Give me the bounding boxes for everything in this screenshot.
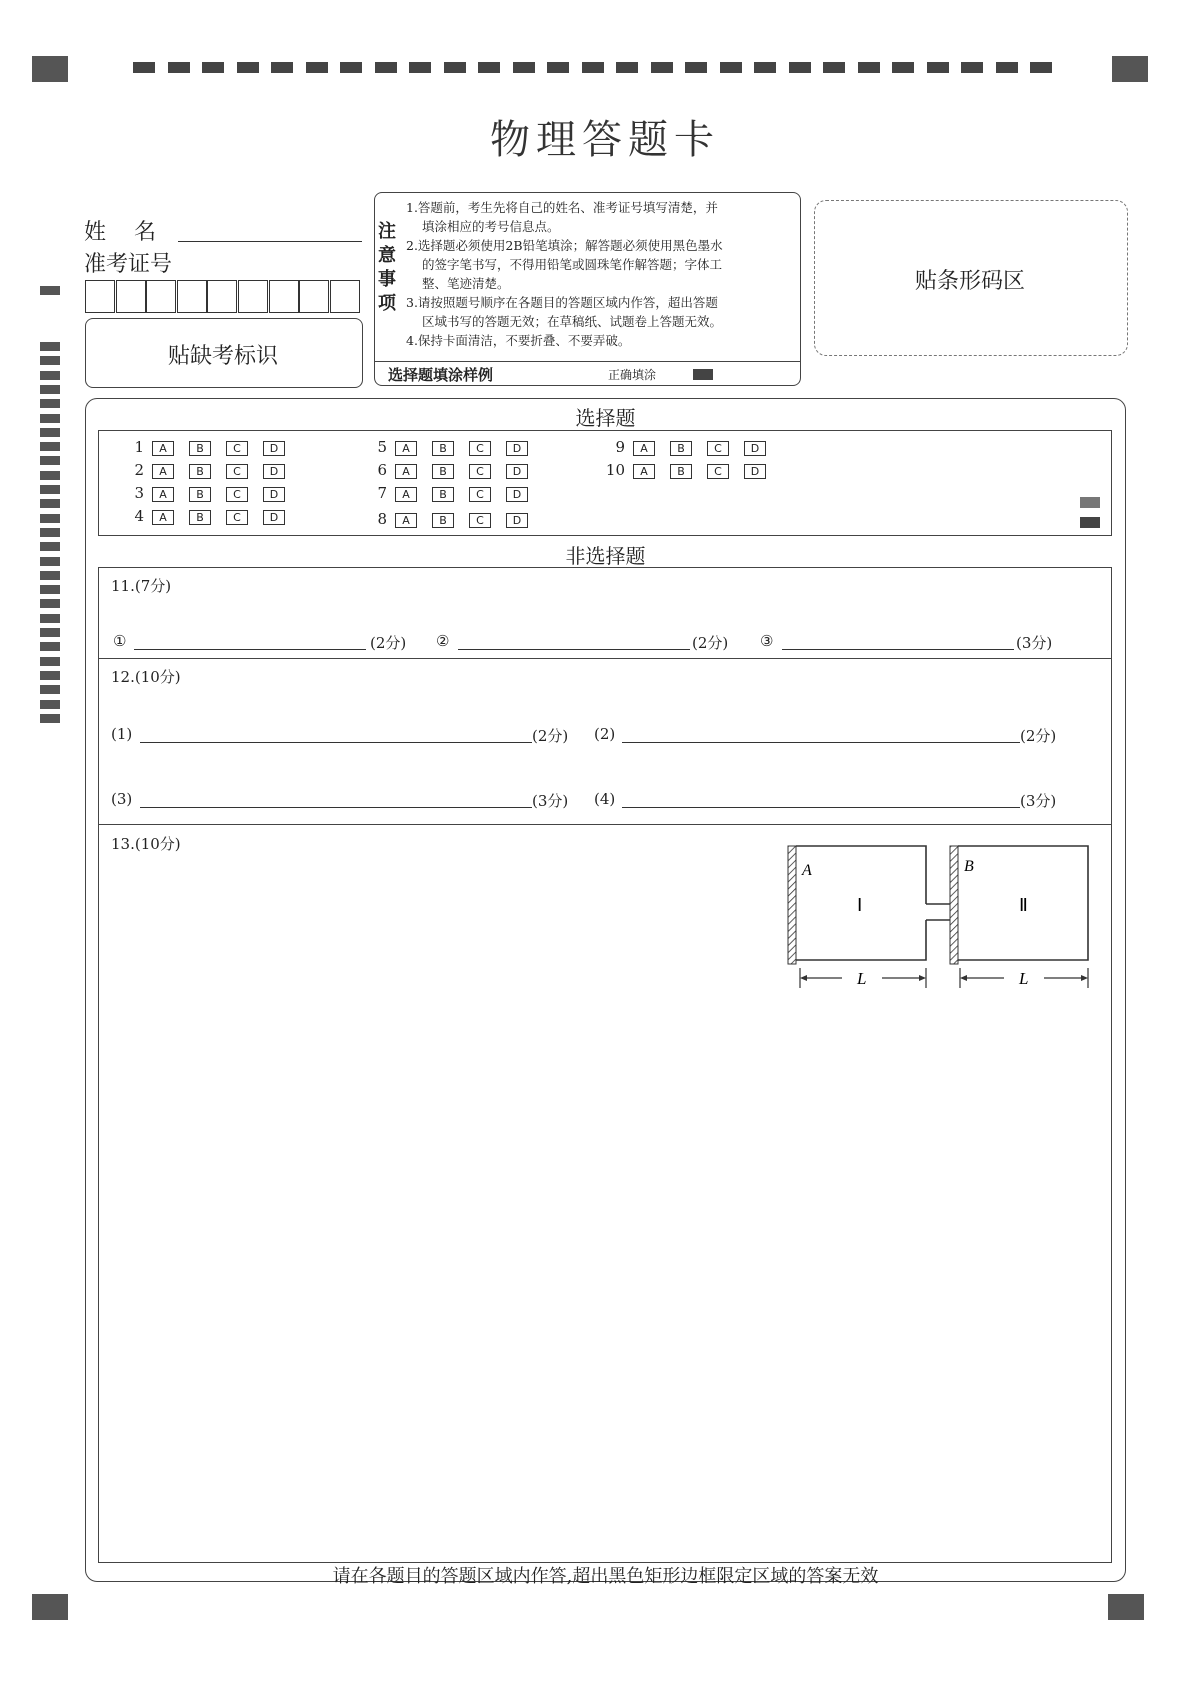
q12-blank4[interactable] [622, 807, 1020, 808]
q11-blank1-label: ① [113, 632, 127, 650]
timing-mark [40, 657, 60, 666]
option-bubble[interactable]: C [707, 441, 729, 456]
option-bubble[interactable]: D [263, 441, 285, 456]
timing-mark [168, 62, 190, 73]
q12-label: 12.(10分) [111, 668, 181, 686]
timing-mark [685, 62, 707, 73]
id-label: 准考证号 [84, 252, 173, 277]
timing-mark [40, 700, 60, 709]
timing-mark [927, 62, 949, 73]
id-digit-cell[interactable] [85, 280, 115, 313]
option-bubble[interactable]: C [707, 464, 729, 479]
timing-mark [40, 414, 60, 423]
option-bubble[interactable]: C [226, 441, 248, 456]
q12-blank2-points: (2分) [1020, 727, 1057, 745]
timing-mark [271, 62, 293, 73]
timing-mark [40, 628, 60, 637]
timing-mark [40, 456, 60, 465]
option-bubble[interactable]: D [506, 441, 528, 456]
q12-blank2-label: (2) [594, 725, 616, 743]
option-bubble[interactable]: A [633, 441, 655, 456]
option-bubble[interactable]: A [395, 464, 417, 479]
nonchoice-title: 非选择题 [565, 544, 646, 568]
timing-mark [478, 62, 500, 73]
q12-blank1[interactable] [140, 742, 532, 743]
page-title: 物理答题卡 [490, 117, 720, 163]
choice-question [116, 460, 300, 482]
q11-blank3[interactable] [782, 649, 1014, 650]
timing-mark [40, 557, 60, 566]
timing-mark [651, 62, 673, 73]
q11-blank3-points: (3分) [1016, 634, 1053, 652]
option-bubble[interactable]: C [469, 464, 491, 479]
timing-mark [340, 62, 362, 73]
timing-mark [1030, 62, 1052, 73]
option-bubble[interactable]: A [152, 510, 174, 525]
option-bubble[interactable]: D [263, 464, 285, 479]
timing-mark [892, 62, 914, 73]
timing-mark [40, 356, 60, 365]
option-bubble[interactable]: D [506, 513, 528, 528]
choice-question [116, 437, 300, 459]
plate-a [788, 846, 796, 964]
label-region-2: Ⅱ [1019, 895, 1028, 915]
q13-label: 13.(10分) [111, 835, 181, 853]
correct-fill-label: 正确填涂 [608, 368, 657, 382]
question-number: 8 [377, 510, 387, 528]
question-number: 4 [134, 507, 144, 525]
option-bubble[interactable]: A [152, 464, 174, 479]
timing-mark [823, 62, 845, 73]
timing-mark-choice-2 [1080, 517, 1100, 528]
option-bubble[interactable]: A [395, 513, 417, 528]
timing-mark [444, 62, 466, 73]
timing-mark [40, 399, 60, 408]
option-bubble[interactable]: B [432, 487, 454, 502]
option-bubble[interactable]: B [432, 441, 454, 456]
id-digit-cell[interactable] [238, 280, 268, 313]
id-digit-cell[interactable] [177, 280, 207, 313]
name-field[interactable] [178, 241, 362, 242]
choice-title: 选择题 [575, 406, 636, 430]
question-number: 2 [134, 461, 144, 479]
q11-blank2[interactable] [458, 649, 690, 650]
timing-mark [40, 514, 60, 523]
choice-question [359, 509, 543, 531]
q12-blank1-label: (1) [111, 725, 133, 743]
timing-mark [40, 585, 60, 594]
timing-mark [202, 62, 224, 73]
q12-blank3-points: (3分) [532, 792, 569, 810]
choice-question [359, 460, 543, 482]
q11-blank1-points: (2分) [370, 634, 407, 652]
id-digit-cell[interactable] [116, 280, 146, 313]
q11-blank2-label: ② [436, 632, 450, 650]
timing-mark [133, 62, 155, 73]
option-bubble[interactable]: B [189, 441, 211, 456]
barcode-label: 贴条形码区 [914, 269, 1025, 294]
name-label: 姓 名 [84, 220, 156, 245]
timing-mark [375, 62, 397, 73]
timing-mark [547, 62, 569, 73]
option-bubble[interactable]: B [670, 441, 692, 456]
timing-mark [996, 62, 1018, 73]
timing-mark [237, 62, 259, 73]
option-bubble[interactable]: A [152, 441, 174, 456]
timing-mark [40, 671, 60, 680]
q12-divider [98, 824, 1112, 825]
plate-b [950, 846, 958, 964]
choice-question [116, 483, 300, 505]
timing-mark [40, 499, 60, 508]
timing-mark [40, 442, 60, 451]
option-bubble[interactable]: B [189, 487, 211, 502]
question-number: 3 [134, 484, 144, 502]
q11-label: 11.(7分) [111, 577, 172, 595]
choice-question [597, 437, 781, 459]
option-bubble[interactable]: B [432, 513, 454, 528]
footer-note: 请在各题目的答题区域内作答,超出黑色矩形边框限定区域的答案无效 [332, 1566, 879, 1587]
corner-mark-top-right [1112, 56, 1148, 82]
absent-label: 贴缺考标识 [167, 344, 278, 369]
q13-figure [780, 840, 1100, 1000]
timing-mark [40, 528, 60, 537]
timing-mark [789, 62, 811, 73]
label-l-1: L [857, 969, 867, 988]
option-bubble[interactable]: C [469, 487, 491, 502]
option-bubble[interactable]: D [744, 441, 766, 456]
question-number: 7 [377, 484, 387, 502]
option-bubble[interactable]: A [395, 441, 417, 456]
question-number: 5 [377, 438, 387, 456]
id-digit-cell[interactable] [330, 280, 360, 313]
q12-blank3-label: (3) [111, 790, 133, 808]
id-digit-cell[interactable] [299, 280, 329, 313]
timing-mark [40, 542, 60, 551]
choice-question [359, 483, 543, 505]
q11-blank2-points: (2分) [692, 634, 729, 652]
option-bubble[interactable]: B [432, 464, 454, 479]
option-bubble[interactable]: D [506, 464, 528, 479]
question-number: 10 [605, 461, 625, 479]
notice-divider [374, 361, 800, 362]
label-a: A [802, 862, 812, 879]
option-bubble[interactable]: B [189, 510, 211, 525]
option-bubble[interactable]: D [506, 487, 528, 502]
option-bubble[interactable]: C [469, 513, 491, 528]
corner-mark-top-left [32, 56, 68, 82]
corner-mark-bottom-left [32, 1594, 68, 1620]
timing-mark [961, 62, 983, 73]
question-number: 6 [377, 461, 387, 479]
choice-question [116, 506, 300, 528]
timing-mark [720, 62, 742, 73]
timing-mark [306, 62, 328, 73]
q12-blank4-label: (4) [594, 790, 616, 808]
timing-mark [40, 571, 60, 580]
label-b: B [964, 858, 974, 875]
option-bubble[interactable]: A [395, 487, 417, 502]
q12-blank4-points: (3分) [1020, 792, 1057, 810]
label-l-2: L [1019, 969, 1029, 988]
timing-mark [40, 342, 60, 351]
id-digit-cell[interactable] [207, 280, 237, 313]
label-region-1: Ⅰ [857, 895, 863, 915]
option-bubble[interactable]: A [633, 464, 655, 479]
timing-mark [40, 471, 60, 480]
corner-mark-bottom-right [1108, 1594, 1144, 1620]
timing-mark [616, 62, 638, 73]
timing-mark [40, 485, 60, 494]
notice-text: 1.答题前，考生先将自己的姓名、准考证号填写清楚，并 填涂相应的考号信息点。 2.选择题必须使用2B铅笔填涂；解答题必须使用黑色墨水 的签字笔书写，不得用铅笔或圆珠笔作解答题；字体工 整、笔迹清楚。 3.请按照题号顺序在各题目的答题区域内作答，超出答题 区域书写的答题无效；在草稿纸、试题卷上答题无效。 4.保持卡面清洁，不要折叠、不要弄破。 [406, 200, 723, 348]
option-bubble[interactable]: C [226, 510, 248, 525]
question-number: 1 [134, 438, 144, 456]
id-digit-cell[interactable] [269, 280, 299, 313]
option-bubble[interactable]: B [670, 464, 692, 479]
option-bubble[interactable]: D [263, 510, 285, 525]
option-bubble[interactable]: A [152, 487, 174, 502]
timing-mark [40, 385, 60, 394]
q12-blank2[interactable] [622, 742, 1020, 743]
q12-blank3[interactable] [140, 807, 532, 808]
option-bubble[interactable]: C [226, 487, 248, 502]
timing-mark [513, 62, 535, 73]
timing-mark [40, 599, 60, 608]
id-digit-cell[interactable] [146, 280, 176, 313]
timing-mark [40, 614, 60, 623]
timing-mark [40, 286, 60, 295]
timing-mark [754, 62, 776, 73]
sample-label: 选择题填涂样例 [388, 366, 494, 384]
option-bubble[interactable]: D [744, 464, 766, 479]
option-bubble[interactable]: C [469, 441, 491, 456]
choice-question [597, 460, 781, 482]
option-bubble[interactable]: D [263, 487, 285, 502]
q11-blank3-label: ③ [760, 632, 774, 650]
timing-mark [40, 685, 60, 694]
timing-mark [40, 642, 60, 651]
timing-mark-choice-1 [1080, 497, 1100, 508]
notice-heading: 注 意 事 项 [378, 221, 396, 314]
timing-mark [409, 62, 431, 73]
connecting-tube [926, 904, 950, 920]
question-number: 9 [615, 438, 625, 456]
option-bubble[interactable]: C [226, 464, 248, 479]
q12-blank1-points: (2分) [532, 727, 569, 745]
choice-question [359, 437, 543, 459]
q11-blank1[interactable] [134, 649, 366, 650]
timing-mark [40, 714, 60, 723]
timing-mark [40, 371, 60, 380]
q11-divider [98, 658, 1112, 659]
correct-fill-sample [693, 369, 713, 380]
timing-mark [40, 428, 60, 437]
timing-mark [858, 62, 880, 73]
option-bubble[interactable]: B [189, 464, 211, 479]
timing-mark [582, 62, 604, 73]
